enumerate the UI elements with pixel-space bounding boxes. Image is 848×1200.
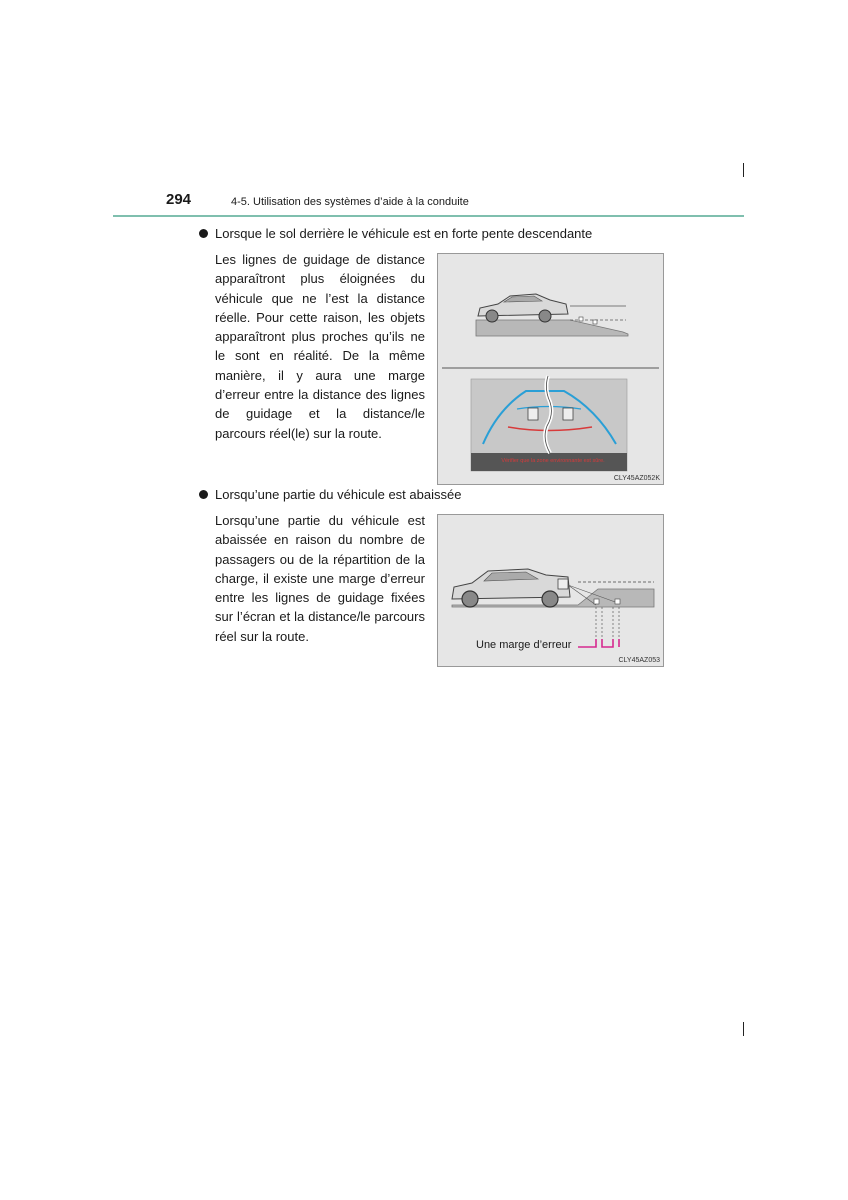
- header-rule: [113, 215, 744, 217]
- paragraph-lowered-vehicle: Lorsqu’une partie du véhicule est abaissée en raison du nombre de passagers ou de la répartition de la charge, il existe une marge d’erreur entre les lignes de guidage fixées sur l’écran et la distance/le parcours réel sur la route.: [215, 513, 425, 644]
- bullet-lowered-vehicle: [199, 487, 461, 502]
- section-title: 4-5. Utilisation des systèmes d’aide à la conduite: [231, 196, 469, 208]
- bullet-text: Lorsqu’une partie du véhicule est abaissée: [215, 487, 462, 502]
- crop-mark-bottom: [743, 1022, 744, 1036]
- figure-lowered-vehicle: [437, 514, 664, 667]
- figure-steep-slope: [437, 253, 664, 485]
- crop-mark-top: [743, 163, 744, 177]
- figure-steep-slope-illustration: [438, 254, 663, 484]
- figure-code: CLY45AZ053: [618, 657, 660, 664]
- paragraph-steep-slope: Les lignes de guidage de distance apparaîtront plus éloignées du véhicule que ne l’est la distance réelle. Pour cette raison, les objets apparaîtront plus proches qu’ils ne le sont en réalité. De la même manière, il y aura une marge d’erreur entre la distance des lignes de guidage et la distance/le parcours réel(le) sur la route.: [215, 252, 425, 441]
- screen-warning-caption: Vérifier que la zone environnante est sûre.: [501, 458, 605, 464]
- figure-code: CLY45AZ052K: [613, 475, 660, 482]
- error-margin-label: Une marge d’erreur: [476, 639, 572, 651]
- bullet-text: Lorsque le sol derrière le véhicule est en forte pente descendante: [215, 226, 593, 241]
- bullet-icon: [199, 229, 208, 238]
- bullet-icon: [199, 490, 208, 499]
- page-number: 294: [166, 191, 192, 208]
- bullet-steep-slope: [199, 226, 592, 241]
